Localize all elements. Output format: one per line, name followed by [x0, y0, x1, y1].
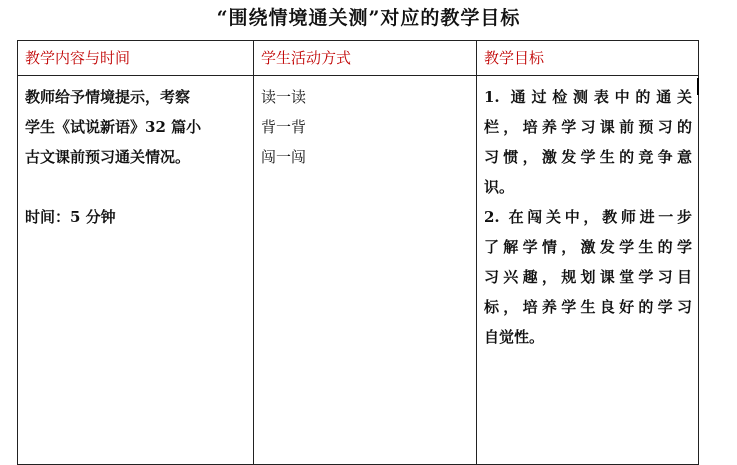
- goal-line: 自觉性。: [484, 328, 545, 346]
- goal-line: 栏，培养学习课前预习的: [484, 118, 692, 136]
- blank-line: [25, 172, 253, 202]
- table-header-row: [18, 41, 699, 76]
- time-line: 时间：5 分钟: [25, 208, 116, 226]
- activity-item: 闯一闯: [261, 148, 307, 166]
- content-line: 教师给予情境提示，考察: [25, 88, 191, 106]
- goal-line: 1. 通过检测表中的通关: [484, 88, 692, 106]
- goal-line: 识。: [484, 178, 515, 196]
- document-title: “围绕情境通关测”对应的教学目标: [216, 7, 521, 29]
- table-row: [18, 76, 699, 465]
- teaching-goals-table: [17, 40, 699, 465]
- activity-cell: [254, 76, 477, 465]
- header-activity: 学生活动方式: [254, 41, 477, 76]
- activity-item: 读一读: [261, 88, 307, 106]
- goal-line: 了解学情，激发学生的学: [484, 238, 692, 256]
- text-cursor: [697, 78, 699, 95]
- goal-line: 习兴趣，规划课堂学习目: [484, 268, 692, 286]
- content-line: 学生《试说新语》32 篇小: [25, 118, 202, 136]
- header-content-time: 教学内容与时间: [18, 41, 254, 76]
- goal-line: 2. 在闯关中，教师进一步: [484, 208, 692, 226]
- header-goals: 教学目标: [477, 41, 699, 76]
- goal-line: 习惯，激发学生的竞争意: [484, 148, 692, 166]
- goal-line: 标，培养学生良好的学习: [484, 298, 692, 316]
- content-time-cell: [18, 76, 254, 465]
- content-line: 古文课前预习通关情况。: [25, 148, 191, 166]
- goals-cell: [477, 76, 699, 465]
- activity-item: 背一背: [261, 118, 307, 136]
